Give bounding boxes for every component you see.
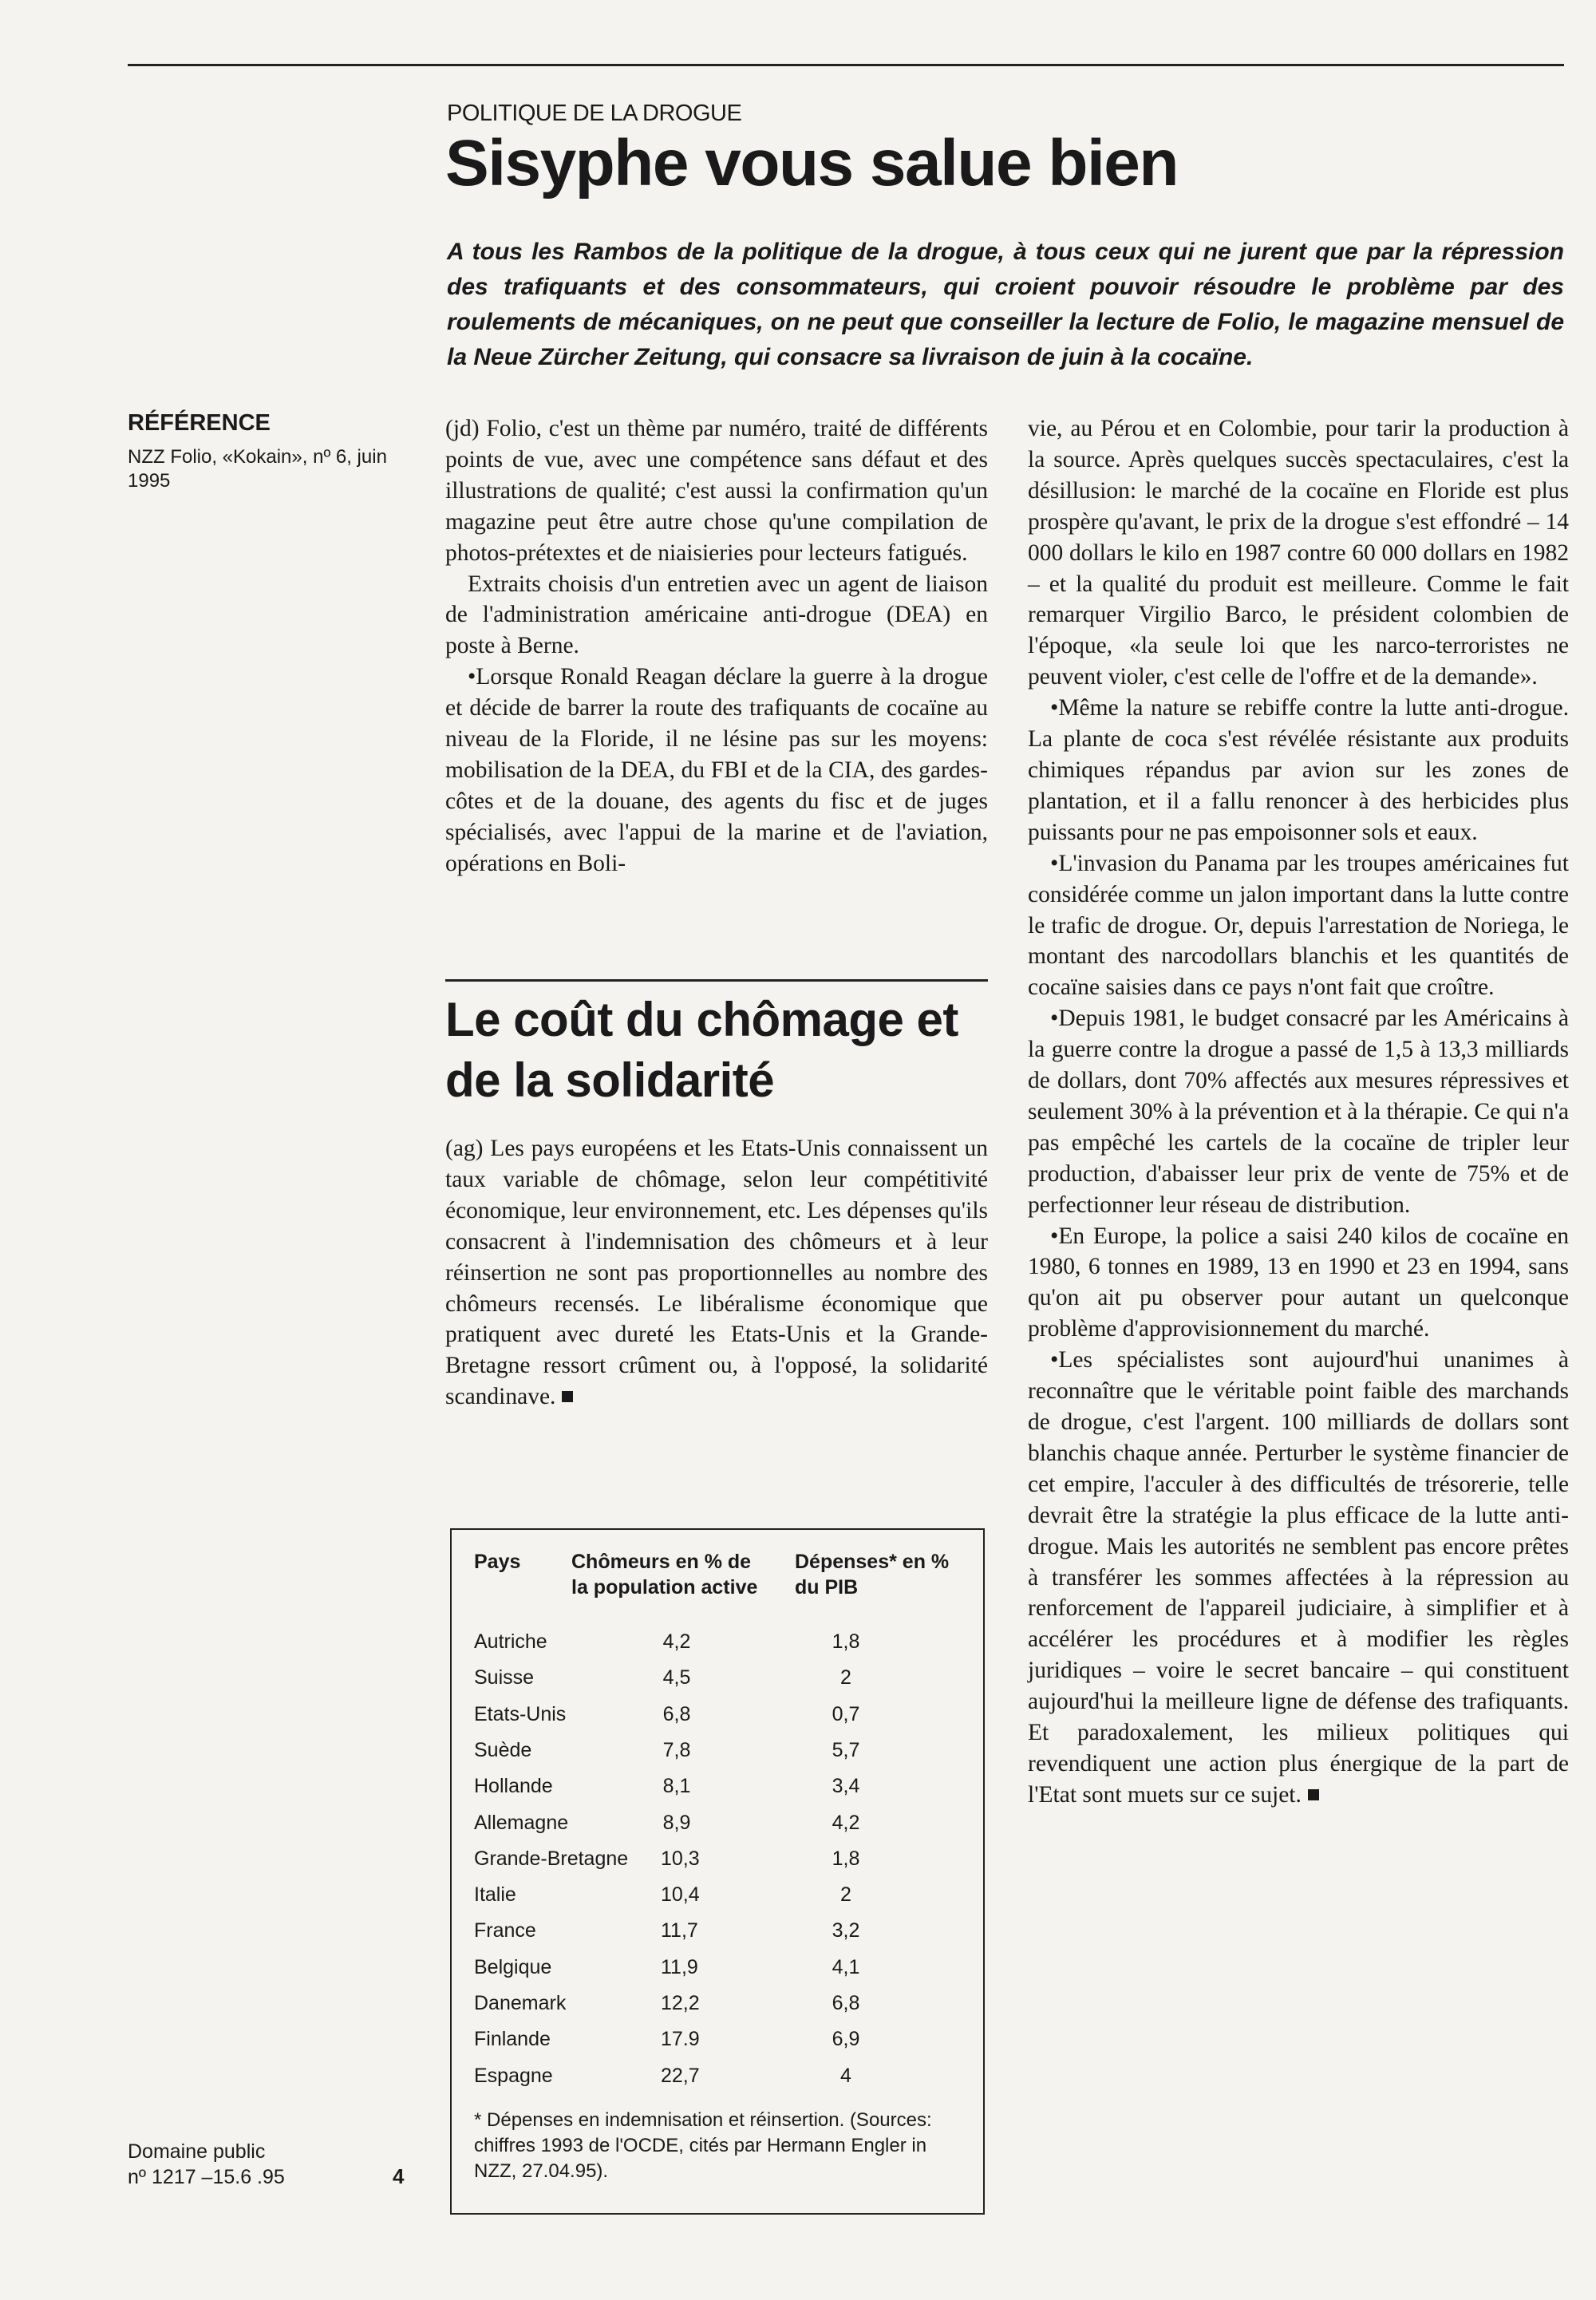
cell-unemployment: 12,2 [661, 1992, 700, 2014]
table-row [452, 2028, 983, 2064]
section-rule [445, 979, 988, 982]
table-row [452, 1775, 983, 1811]
top-rule [128, 64, 1564, 66]
cell-unemployment: 7,8 [662, 1738, 691, 1761]
issue-number: nº 1217 –15.6 .95 [128, 2166, 285, 2188]
cell-spending: 5,7 [832, 1738, 860, 1761]
article-title: Sisyphe vous salue bien [445, 127, 1178, 200]
cell-country: France [474, 1919, 536, 1942]
reference-label: RÉFÉRENCE [128, 410, 271, 436]
cell-spending: 1,8 [832, 1847, 860, 1870]
publication-name: Domaine public [128, 2140, 266, 2163]
cell-spending: 2 [840, 1883, 851, 1907]
table-row [452, 1630, 983, 1666]
article-lead: A tous les Rambos de la politique de la drogue, à tous ceux qui ne jurent que par la répression des trafiquants et des consommateurs, qui croient pouvoir résoudre le problème par des roulements de mécaniques, on ne peut que conseiller la lecture de Folio, le magazine mensuel de la Neue Zürcher Zeitung, qui consacre sa livraison de juin à la cocaïne. [447, 239, 1564, 370]
article-column-2 [1028, 413, 1569, 1811]
cell-unemployment: 8,1 [662, 1775, 691, 1798]
cell-spending: 6,9 [832, 2028, 860, 2051]
cell-country: Espagne [474, 2064, 553, 2087]
table-row [452, 1739, 983, 1775]
table-row [452, 1992, 983, 2028]
cell-spending: 3,4 [832, 1775, 860, 1798]
cell-spending: 4 [840, 2064, 851, 2087]
table-row [452, 1812, 983, 1848]
table-row [452, 1666, 983, 1702]
cell-unemployment: 22,7 [661, 2064, 700, 2087]
page-number: 4 [393, 2164, 405, 2188]
cell-unemployment: 10,4 [661, 1883, 700, 1907]
cell-country: Grande-Bretagne [474, 1847, 629, 1870]
cell-country: Autriche [474, 1630, 547, 1653]
paragraph: (jd) Folio, c'est un thème par numéro, traité de différents points de vue, avec une compétence sans défaut et des illustrations de qualité; c'est aussi la confirmation qu'un magazine peut être autre chose qu'une compilation de photos-prétextes et de niaisieries pour lecteurs fatigués. [445, 416, 988, 566]
table-row [452, 1956, 983, 1992]
cell-unemployment: 4,2 [662, 1630, 691, 1653]
table-header-country: Pays [474, 1551, 521, 1573]
paragraph: •L'invasion du Panama par les troupes américaines fut considérée comme un jalon important dans la lutte contre le trafic de drogue. Or, depuis l'arrestation de Noriega, le montant des narcodollars blanchis et les quantités de cocaïne saisies dans ce pays n'ont fait que croître. [1028, 850, 1569, 1001]
paragraph [445, 1133, 988, 1413]
table-note: * Dépenses en indemnisation et réinsertion. (Sources: chiffres 1993 de l'OCDE, cités par Hermann Engler in NZZ, 27.04.95). [474, 2109, 932, 2182]
article2-body [445, 1133, 988, 1413]
cell-spending: 0,7 [832, 1702, 860, 1725]
table-row [452, 2065, 983, 2100]
end-mark-icon [562, 1391, 573, 1402]
cell-unemployment: 10,3 [661, 1847, 700, 1870]
cell-unemployment: 17.9 [661, 2028, 700, 2051]
cell-spending: 6,8 [832, 1992, 860, 2014]
unemployment-table [450, 1528, 985, 2215]
article2-title: Le coût du chômage et de la solidarité [445, 993, 958, 1107]
cell-spending: 1,8 [832, 1630, 860, 1653]
cell-unemployment: 4,5 [662, 1666, 691, 1689]
paragraph: vie, au Pérou et en Colombie, pour tarir la production à la source. Après quelques succès spectaculaires, c'est la désillusion: le marché de la cocaïne en Floride est plus prospère qu'avant, le prix de la drogue s'est effondré – 14 000 dollars le kilo en 1987 contre 60 000 dollars en 1982 – et la qualité du produit est meilleure. Comme le fait remarquer Virgilio Barco, le président colombien de l'époque, «la seule loi que les narco-terroristes ne peuvent violer, c'est celle de l'offre et de la demande». [1028, 416, 1569, 690]
cell-unemployment: 11,9 [661, 1955, 698, 1978]
cell-spending: 4,2 [832, 1811, 860, 1834]
cell-spending: 3,2 [832, 1919, 860, 1942]
table-header-unemployment: Chômeurs en % de la population active [571, 1551, 758, 1599]
cell-country: Hollande [474, 1775, 553, 1798]
paragraph-text: •Les spécialistes sont aujourd'hui unanimes à reconnaître que le véritable point faible des marchands de drogue, c'est l'argent. 100 milliards de dollars sont blanchis chaque année. Perturber le système financier de cet empire, l'acculer à des difficultés de trésorerie, telle devrait être la stratégie la plus efficace de la lutte anti-drogue. Mais les autorités ne semblent pas encore prêtes à transférer les sommes affectées à la répression au renforcement de l'appareil judiciaire, à simplifier et à accélérer les procédures et à modifier les règles juridiques – voire le secret bancaire – qui constituent aujourd'hui la meilleure ligne de défense des trafiquants. Et paradoxalement, les milieux politiques qui revendiquent une action plus énergique de la part de l'Etat sont muets sur ce sujet. [1028, 1347, 1569, 1808]
section-kicker: POLITIQUE DE LA DROGUE [447, 101, 742, 126]
cell-country: Suède [474, 1738, 532, 1761]
table-row [452, 1848, 983, 1883]
cell-country: Italie [474, 1883, 516, 1907]
cell-country: Etats-Unis [474, 1702, 567, 1725]
cell-spending: 2 [840, 1666, 851, 1689]
cell-country: Suisse [474, 1666, 535, 1689]
table-header-spending: Dépenses* en % du PIB [795, 1551, 950, 1599]
table-row [452, 1919, 983, 1955]
cell-country: Finlande [474, 2028, 551, 2051]
paragraph: •Lorsque Ronald Reagan déclare la guerre à la drogue et décide de barrer la route des trafiquants de cocaïne au niveau de la Floride, il ne lésine pas sur les moyens: mobilisation de la DEA, du FBI et de la CIA, des gardes-côtes et de la douane, des agents du fisc et de juges spécialisés, avec l'appui de la marine et de l'aviation, opérations en Boli- [445, 664, 988, 876]
cell-unemployment: 8,9 [662, 1811, 691, 1834]
paragraph: •En Europe, la police a saisi 240 kilos de cocaïne en 1980, 6 tonnes en 1989, 13 en 1990 et 23 en 1994, sans qu'on ait pu observer pour autant un quelconque problème d'approvisionnement du marché. [1028, 1223, 1569, 1342]
table-row [452, 1703, 983, 1739]
paragraph: •Même la nature se rebiffe contre la lutte anti-drogue. La plante de coca s'est révélée résistante aux produits chimiques répandus par avion sur les zones de plantation, et il a fallu renoncer à des herbicides plus puissants pour ne pas empoisonner sols et eaux. [1028, 695, 1569, 845]
end-mark-icon [1308, 1789, 1319, 1800]
paragraph-text: (ag) Les pays européens et les Etats-Unis connaissent un taux variable de chômage, selon leur compétitivité économique, leur environnement, etc. Les dépenses qu'ils consacrent à l'indemnisation des chômeurs et à leur réinsertion ne sont pas proportionnelles au nombre des chômeurs recensés. Le libéralisme économique que pratiquent avec dureté les Etats-Unis et la Grande-Bretagne ressort crûment ou, à l'opposé, la solidarité scandinave. [445, 1136, 988, 1410]
cell-country: Danemark [474, 1992, 567, 2014]
table-row [452, 1883, 983, 1919]
paragraph: •Depuis 1981, le budget consacré par les Américains à la guerre contre la drogue a passé de 1,5 à 13,3 milliards de dollars, dont 70% affectés aux mesures répressives et seulement 30% à la prévention et à la thérapie. Ce qui n'a pas empêché les cartels de la cocaïne de tripler leur production, d'abaisser leur prix de vente de 75% et de perfectionner leur réseau de distribution. [1028, 1006, 1569, 1218]
article-column-1 [445, 413, 988, 879]
cell-spending: 4,1 [832, 1955, 860, 1978]
footer-publication [128, 2139, 285, 2190]
paragraph: Extraits choisis d'un entretien avec un agent de liaison de l'administration américaine anti-drogue (DEA) en poste à Berne. [445, 571, 988, 659]
cell-country: Belgique [474, 1955, 552, 1978]
cell-unemployment: 11,7 [661, 1919, 698, 1942]
cell-country: Allemagne [474, 1811, 569, 1834]
cell-unemployment: 6,8 [662, 1702, 691, 1725]
paragraph [1028, 1345, 1569, 1811]
reference-text: NZZ Folio, «Kokain», nº 6, juin 1995 [128, 446, 387, 492]
